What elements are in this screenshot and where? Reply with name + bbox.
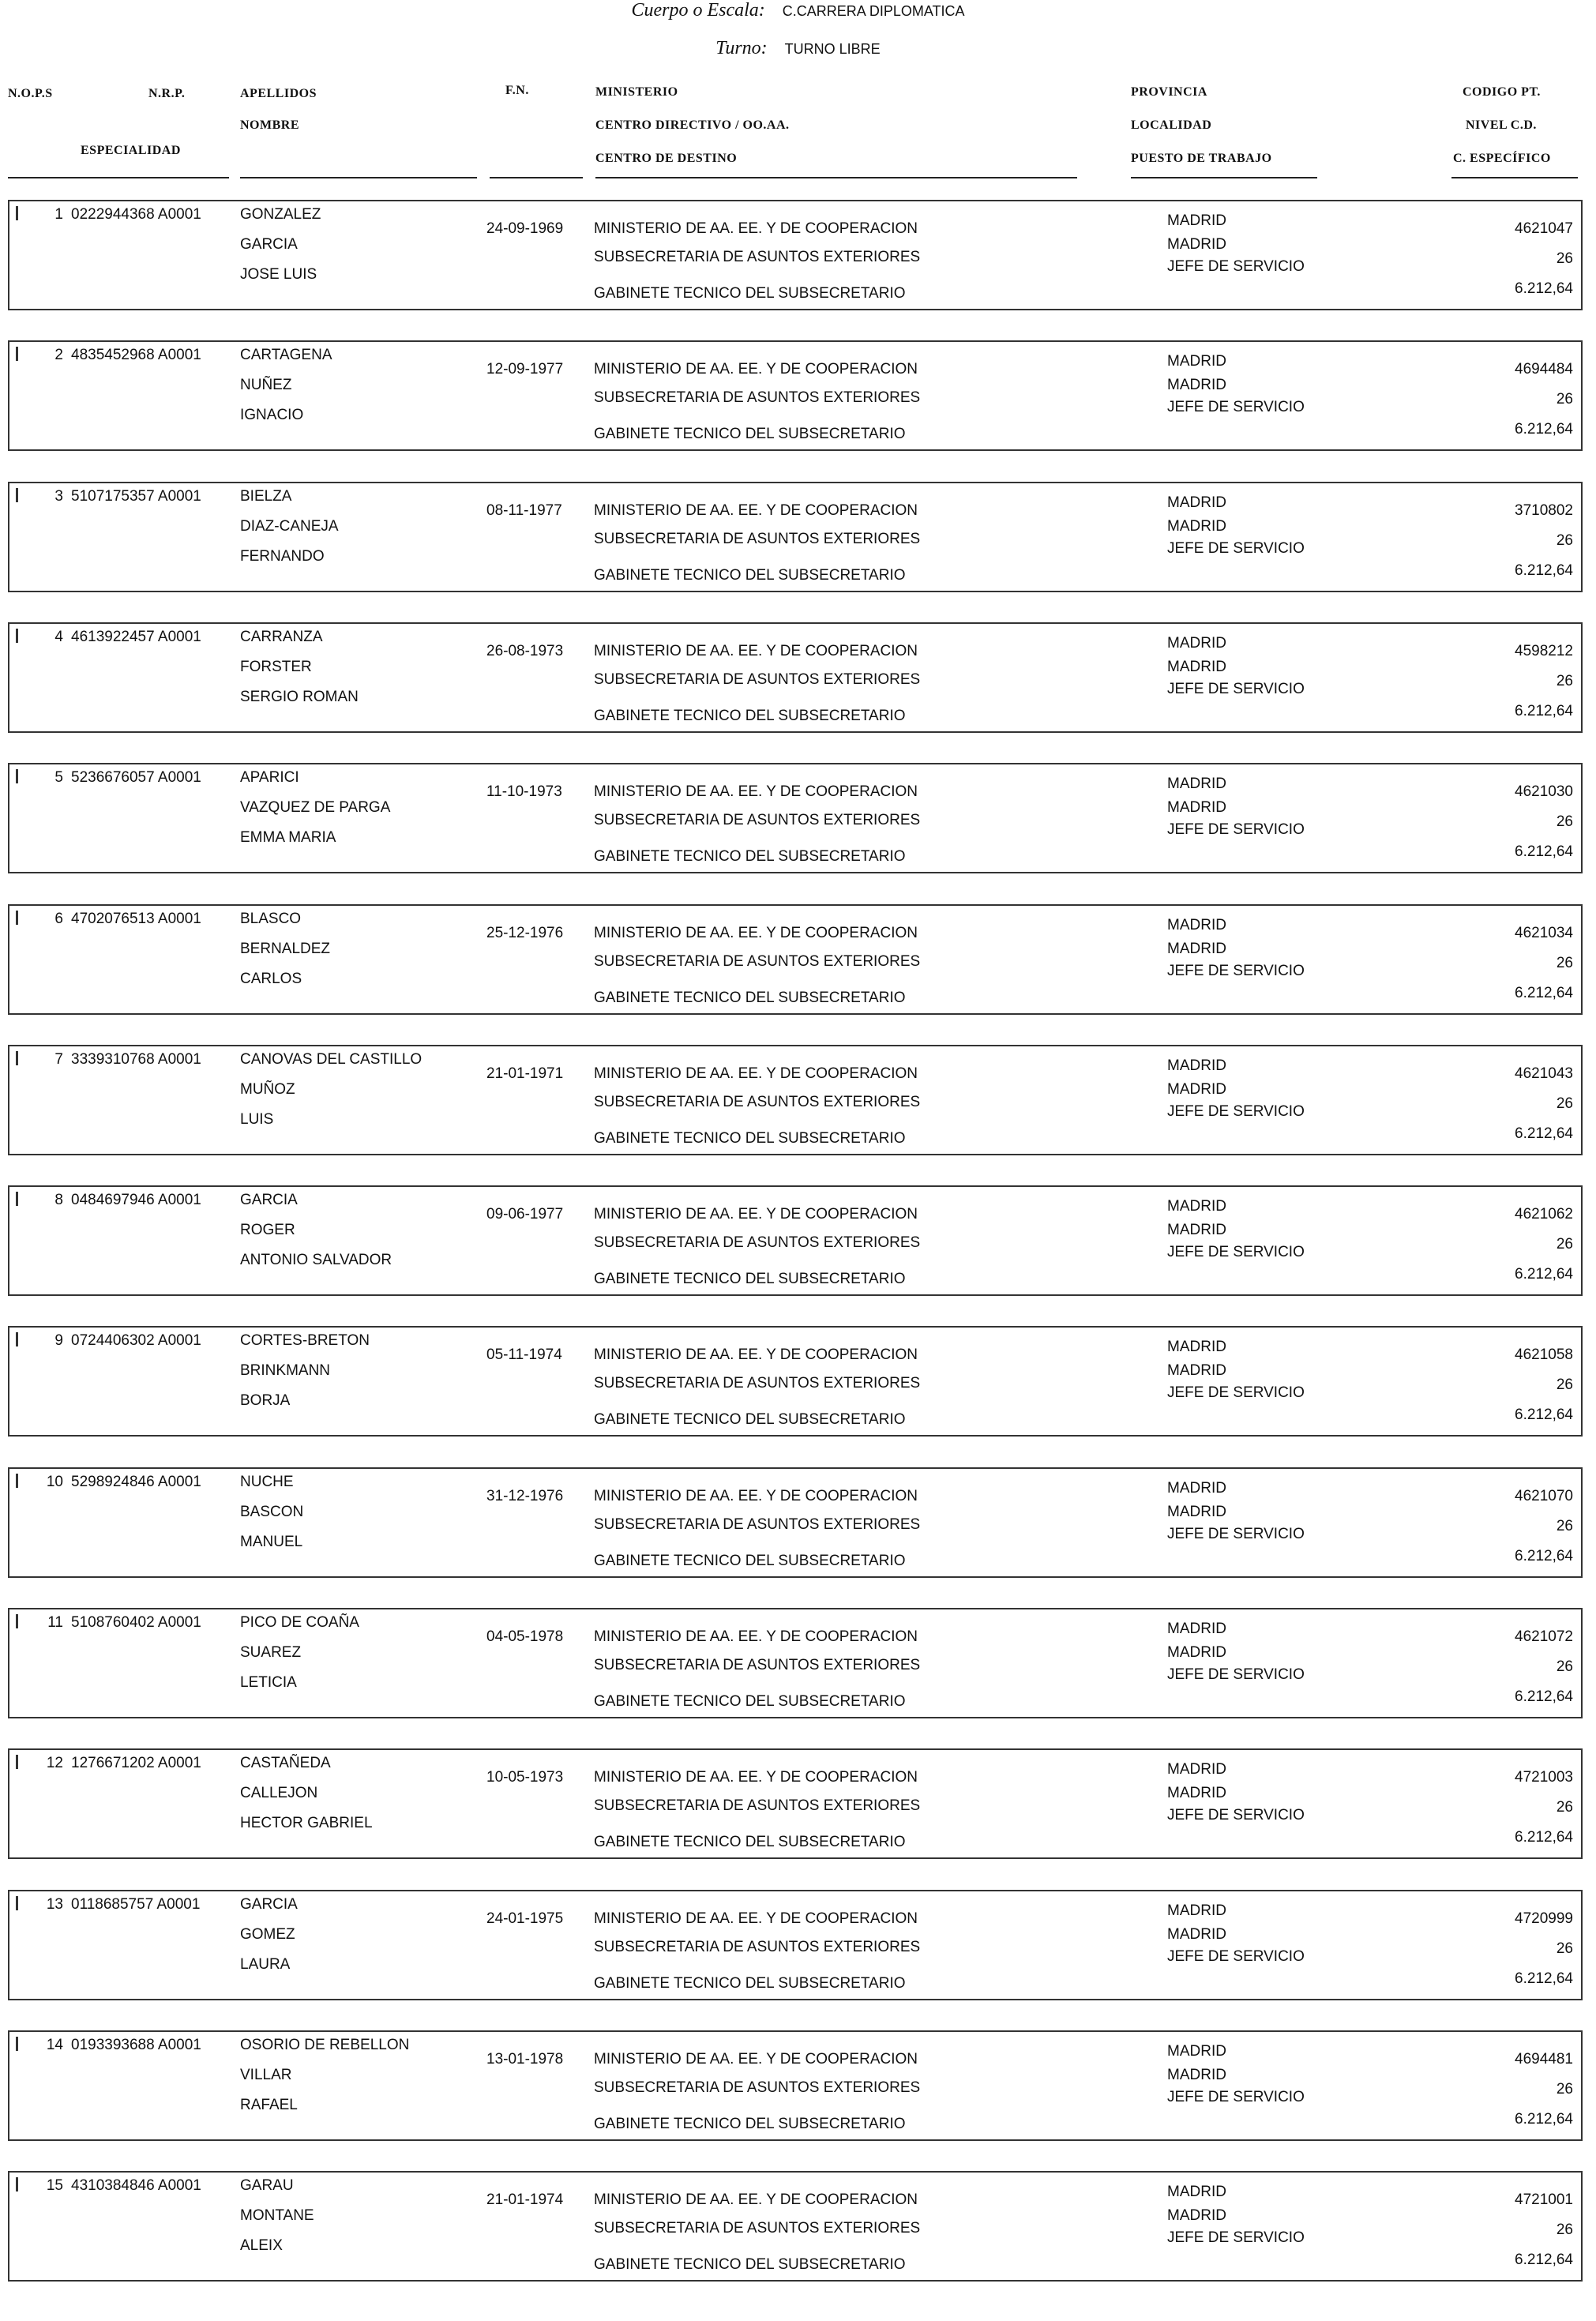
record-ministerio: MINISTERIO DE AA. EE. Y DE COOPERACION: [594, 1346, 918, 1363]
header-rule: [595, 177, 1077, 178]
record-apellido-1: NUCHE: [240, 1474, 294, 1490]
record-nrp: 4613922457 A0001: [71, 629, 201, 645]
record-apellido-2: BERNALDEZ: [240, 941, 331, 957]
record-apellido-1: GONZALEZ: [240, 206, 321, 223]
record-apellido-1: BLASCO: [240, 911, 302, 927]
record-provincia: MADRID: [1167, 776, 1226, 792]
turno-label: Turno:: [715, 38, 768, 58]
record-centro-destino: GABINETE TECNICO DEL SUBSECRETARIO: [594, 426, 906, 442]
record-block: [8, 1608, 1583, 1718]
record-fecha-nacimiento: 12-09-1977: [486, 361, 564, 377]
record-provincia: MADRID: [1167, 1621, 1226, 1637]
record-apellido-2: GARCIA: [240, 236, 298, 253]
record-codigo: 4694481: [1515, 2051, 1573, 2067]
record-fecha-nacimiento: 21-01-1971: [486, 1065, 564, 1082]
record-ministerio: MINISTERIO DE AA. EE. Y DE COOPERACION: [594, 220, 918, 237]
col-centro-destino: CENTRO DE DESTINO: [595, 152, 738, 165]
record-centro-destino: GABINETE TECNICO DEL SUBSECRETARIO: [594, 708, 906, 724]
record-nrp: 0193393688 A0001: [71, 2037, 201, 2053]
record-apellido-1: GARAU: [240, 2177, 294, 2194]
record-nombre: ALEIX: [240, 2237, 283, 2254]
record-nivel: 26: [1556, 1940, 1573, 1957]
turno-line: [0, 38, 1596, 59]
record-provincia: MADRID: [1167, 1198, 1226, 1215]
record-fecha-nacimiento: 08-11-1977: [486, 502, 562, 519]
record-nombre: LUIS: [240, 1111, 274, 1128]
record-fecha-nacimiento: 24-01-1975: [486, 1910, 564, 1927]
record-puesto: JEFE DE SERVICIO: [1167, 2089, 1305, 2105]
record-nombre: RAFAEL: [240, 2097, 298, 2113]
record-block: [8, 904, 1583, 1015]
record-nivel: 26: [1556, 813, 1573, 830]
header-rule: [490, 177, 583, 178]
col-apellidos: APELLIDOS: [240, 87, 317, 100]
record-nivel: 26: [1556, 2081, 1573, 2098]
record-nivel: 26: [1556, 1658, 1573, 1675]
record-centro-directivo: SUBSECRETARIA DE ASUNTOS EXTERIORES: [594, 1939, 921, 1955]
record-nombre: MANUEL: [240, 1534, 303, 1550]
record-block: [8, 1326, 1583, 1437]
record-codigo: 4598212: [1515, 643, 1573, 659]
record-puesto: JEFE DE SERVICIO: [1167, 1807, 1305, 1823]
record-localidad: MADRID: [1167, 236, 1226, 253]
record-apellido-1: BIELZA: [240, 488, 292, 505]
record-localidad: MADRID: [1167, 2067, 1226, 2083]
record-provincia: MADRID: [1167, 1902, 1226, 1919]
record-nivel: 26: [1556, 2221, 1573, 2238]
record-ministerio: MINISTERIO DE AA. EE. Y DE COOPERACION: [594, 2051, 918, 2067]
cuerpo-line: [0, 0, 1596, 21]
record-codigo: 4621058: [1515, 1346, 1573, 1363]
record-centro-destino: GABINETE TECNICO DEL SUBSECRETARIO: [594, 1411, 906, 1428]
record-puesto: JEFE DE SERVICIO: [1167, 1526, 1305, 1542]
record-ministerio: MINISTERIO DE AA. EE. Y DE COOPERACION: [594, 1065, 918, 1082]
record-apellido-2: VILLAR: [240, 2067, 292, 2083]
record-nrp: 4310384846 A0001: [71, 2177, 201, 2194]
record-block: [8, 482, 1583, 592]
record-nrp: 1276671202 A0001: [71, 1755, 201, 1771]
record-localidad: MADRID: [1167, 1504, 1226, 1520]
record-apellido-2: SUAREZ: [240, 1644, 302, 1661]
record-nombre: LAURA: [240, 1956, 291, 1973]
record-apellido-1: CARRANZA: [240, 629, 323, 645]
record-apellido-2: GOMEZ: [240, 1926, 295, 1943]
record-localidad: MADRID: [1167, 377, 1226, 393]
record-localidad: MADRID: [1167, 1362, 1226, 1379]
record-codigo: 4721003: [1515, 1769, 1573, 1786]
record-especifico: 6.212,64: [1515, 1688, 1573, 1705]
record-nrp: 0118685757 A0001: [71, 1896, 201, 1913]
record-apellido-2: BASCON: [240, 1504, 304, 1520]
record-nivel: 26: [1556, 1518, 1573, 1534]
record-apellido-2: MUÑOZ: [240, 1081, 295, 1098]
record-apellido-2: FORSTER: [240, 659, 312, 675]
record-nivel: 26: [1556, 532, 1573, 549]
record-centro-directivo: SUBSECRETARIA DE ASUNTOS EXTERIORES: [594, 1516, 921, 1533]
record-centro-directivo: SUBSECRETARIA DE ASUNTOS EXTERIORES: [594, 2079, 921, 2096]
record-number: 4: [54, 629, 63, 645]
record-centro-directivo: SUBSECRETARIA DE ASUNTOS EXTERIORES: [594, 1234, 921, 1251]
record-block: [8, 1045, 1583, 1155]
record-especifico: 6.212,64: [1515, 2252, 1573, 2268]
record-centro-directivo: SUBSECRETARIA DE ASUNTOS EXTERIORES: [594, 531, 921, 547]
record-apellido-1: GARCIA: [240, 1192, 298, 1208]
record-nivel: 26: [1556, 391, 1573, 407]
col-nivel: NIVEL C.D.: [1466, 118, 1537, 132]
record-nrp: 5298924846 A0001: [71, 1474, 201, 1490]
record-provincia: MADRID: [1167, 917, 1226, 933]
record-apellido-1: PICO DE COAÑA: [240, 1614, 359, 1631]
record-especifico: 6.212,64: [1515, 1970, 1573, 1987]
record-number: 5: [54, 769, 63, 786]
record-fecha-nacimiento: 25-12-1976: [486, 925, 564, 941]
record-centro-destino: GABINETE TECNICO DEL SUBSECRETARIO: [594, 990, 906, 1006]
col-centro-directivo: CENTRO DIRECTIVO / OO.AA.: [595, 118, 790, 132]
record-fecha-nacimiento: 13-01-1978: [486, 2051, 564, 2067]
record-nivel: 26: [1556, 1095, 1573, 1112]
record-provincia: MADRID: [1167, 635, 1226, 652]
record-especifico: 6.212,64: [1515, 1125, 1573, 1142]
record-block: [8, 1748, 1583, 1859]
record-nivel: 26: [1556, 1376, 1573, 1393]
record-nivel: 26: [1556, 673, 1573, 689]
record-especifico: 6.212,64: [1515, 703, 1573, 719]
record-block: [8, 622, 1583, 733]
record-ministerio: MINISTERIO DE AA. EE. Y DE COOPERACION: [594, 361, 918, 377]
col-codigo: CODIGO PT.: [1463, 85, 1541, 99]
record-number: 2: [54, 347, 63, 363]
col-especialidad: ESPECIALIDAD: [81, 144, 181, 157]
record-especifico: 6.212,64: [1515, 280, 1573, 297]
turno-value: TURNO LIBRE: [784, 41, 881, 57]
record-centro-destino: GABINETE TECNICO DEL SUBSECRETARIO: [594, 2116, 906, 2132]
record-nombre: ANTONIO SALVADOR: [240, 1252, 392, 1268]
record-centro-destino: GABINETE TECNICO DEL SUBSECRETARIO: [594, 1975, 906, 1992]
col-localidad: LOCALIDAD: [1131, 118, 1212, 132]
record-centro-directivo: SUBSECRETARIA DE ASUNTOS EXTERIORES: [594, 2220, 921, 2236]
record-puesto: JEFE DE SERVICIO: [1167, 258, 1305, 275]
record-apellido-1: OSORIO DE REBELLON: [240, 2037, 410, 2053]
record-number: 11: [47, 1614, 63, 1631]
record-fecha-nacimiento: 09-06-1977: [486, 1206, 564, 1222]
record-localidad: MADRID: [1167, 941, 1226, 957]
record-fecha-nacimiento: 26-08-1973: [486, 643, 564, 659]
record-ministerio: MINISTERIO DE AA. EE. Y DE COOPERACION: [594, 925, 918, 941]
record-centro-destino: GABINETE TECNICO DEL SUBSECRETARIO: [594, 1693, 906, 1710]
record-ministerio: MINISTERIO DE AA. EE. Y DE COOPERACION: [594, 2191, 918, 2208]
record-codigo: 4621034: [1515, 925, 1573, 941]
record-centro-directivo: SUBSECRETARIA DE ASUNTOS EXTERIORES: [594, 1797, 921, 1814]
record-provincia: MADRID: [1167, 2043, 1226, 2060]
record-provincia: MADRID: [1167, 1339, 1226, 1355]
record-centro-destino: GABINETE TECNICO DEL SUBSECRETARIO: [594, 848, 906, 865]
record-number: 13: [46, 1896, 63, 1913]
record-apellido-2: ROGER: [240, 1222, 295, 1238]
record-nrp: 5107175357 A0001: [71, 488, 201, 505]
record-nivel: 26: [1556, 955, 1573, 971]
record-provincia: MADRID: [1167, 1057, 1226, 1074]
record-number: 15: [46, 2177, 63, 2194]
record-especifico: 6.212,64: [1515, 562, 1573, 579]
record-apellido-1: APARICI: [240, 769, 299, 786]
record-puesto: JEFE DE SERVICIO: [1167, 399, 1305, 415]
record-apellido-1: CARTAGENA: [240, 347, 332, 363]
record-localidad: MADRID: [1167, 1785, 1226, 1801]
record-centro-destino: GABINETE TECNICO DEL SUBSECRETARIO: [594, 285, 906, 302]
record-ministerio: MINISTERIO DE AA. EE. Y DE COOPERACION: [594, 1769, 918, 1786]
col-especifico: C. ESPECÍFICO: [1453, 152, 1551, 165]
record-centro-destino: GABINETE TECNICO DEL SUBSECRETARIO: [594, 1271, 906, 1287]
col-puesto: PUESTO DE TRABAJO: [1131, 152, 1272, 165]
record-block: [8, 1890, 1583, 2000]
record-number: 3: [54, 488, 63, 505]
record-centro-directivo: SUBSECRETARIA DE ASUNTOS EXTERIORES: [594, 1657, 921, 1673]
record-puesto: JEFE DE SERVICIO: [1167, 1103, 1305, 1120]
record-provincia: MADRID: [1167, 353, 1226, 370]
header-rule: [8, 177, 229, 178]
record-nrp: 0484697946 A0001: [71, 1192, 201, 1208]
col-nrp: N.R.P.: [148, 87, 186, 100]
record-nombre: EMMA MARIA: [240, 829, 336, 846]
record-apellido-1: CASTAÑEDA: [240, 1755, 331, 1771]
record-centro-directivo: SUBSECRETARIA DE ASUNTOS EXTERIORES: [594, 671, 921, 688]
record-localidad: MADRID: [1167, 1926, 1226, 1943]
record-especifico: 6.212,64: [1515, 2111, 1573, 2128]
cuerpo-label: Cuerpo o Escala:: [631, 0, 765, 21]
record-localidad: MADRID: [1167, 1222, 1226, 1238]
record-apellido-2: VAZQUEZ DE PARGA: [240, 799, 391, 816]
header-rule: [240, 177, 477, 178]
col-fn: F.N.: [505, 84, 529, 97]
col-ministerio: MINISTERIO: [595, 85, 678, 99]
record-nrp: 0222944368 A0001: [71, 206, 201, 223]
record-codigo: 4621043: [1515, 1065, 1573, 1082]
record-centro-directivo: SUBSECRETARIA DE ASUNTOS EXTERIORES: [594, 249, 921, 265]
record-nivel: 26: [1556, 1236, 1573, 1253]
record-centro-directivo: SUBSECRETARIA DE ASUNTOS EXTERIORES: [594, 1375, 921, 1391]
record-ministerio: MINISTERIO DE AA. EE. Y DE COOPERACION: [594, 1206, 918, 1222]
record-nombre: IGNACIO: [240, 407, 304, 423]
record-apellido-2: NUÑEZ: [240, 377, 292, 393]
record-block: [8, 763, 1583, 873]
record-codigo: 4721001: [1515, 2191, 1573, 2208]
record-localidad: MADRID: [1167, 1644, 1226, 1661]
record-fecha-nacimiento: 10-05-1973: [486, 1769, 564, 1786]
record-number: 9: [54, 1332, 63, 1349]
record-especifico: 6.212,64: [1515, 985, 1573, 1001]
record-especifico: 6.212,64: [1515, 1406, 1573, 1423]
record-nivel: 26: [1556, 1799, 1573, 1816]
record-nombre: SERGIO ROMAN: [240, 689, 359, 705]
record-provincia: MADRID: [1167, 494, 1226, 511]
record-nrp: 0724406302 A0001: [71, 1332, 201, 1349]
record-block: [8, 200, 1583, 310]
record-apellido-2: CALLEJON: [240, 1785, 318, 1801]
record-localidad: MADRID: [1167, 1081, 1226, 1098]
record-puesto: JEFE DE SERVICIO: [1167, 540, 1305, 557]
col-nombre: NOMBRE: [240, 118, 299, 132]
record-number: 6: [54, 911, 63, 927]
record-centro-destino: GABINETE TECNICO DEL SUBSECRETARIO: [594, 2256, 906, 2273]
record-codigo: 4621070: [1515, 1488, 1573, 1504]
record-fecha-nacimiento: 11-10-1973: [486, 783, 562, 800]
record-localidad: MADRID: [1167, 2207, 1226, 2224]
record-centro-destino: GABINETE TECNICO DEL SUBSECRETARIO: [594, 1834, 906, 1850]
record-ministerio: MINISTERIO DE AA. EE. Y DE COOPERACION: [594, 643, 918, 659]
record-block: [8, 1185, 1583, 1296]
record-fecha-nacimiento: 24-09-1969: [486, 220, 564, 237]
record-fecha-nacimiento: 05-11-1974: [486, 1346, 562, 1363]
record-codigo: 3710802: [1515, 502, 1573, 519]
record-centro-destino: GABINETE TECNICO DEL SUBSECRETARIO: [594, 1130, 906, 1147]
record-puesto: JEFE DE SERVICIO: [1167, 681, 1305, 697]
record-number: 8: [54, 1192, 63, 1208]
record-especifico: 6.212,64: [1515, 1548, 1573, 1564]
record-provincia: MADRID: [1167, 1761, 1226, 1778]
record-especifico: 6.212,64: [1515, 1829, 1573, 1846]
col-nops: N.O.P.S: [8, 87, 53, 100]
record-fecha-nacimiento: 21-01-1974: [486, 2191, 564, 2208]
record-puesto: JEFE DE SERVICIO: [1167, 1384, 1305, 1401]
record-centro-destino: GABINETE TECNICO DEL SUBSECRETARIO: [594, 1553, 906, 1569]
record-nrp: 4835452968 A0001: [71, 347, 201, 363]
record-codigo: 4621062: [1515, 1206, 1573, 1222]
record-especifico: 6.212,64: [1515, 843, 1573, 860]
record-nrp: 4702076513 A0001: [71, 911, 201, 927]
cuerpo-value: C.CARRERA DIPLOMATICA: [782, 3, 965, 19]
record-ministerio: MINISTERIO DE AA. EE. Y DE COOPERACION: [594, 1488, 918, 1504]
record-puesto: JEFE DE SERVICIO: [1167, 821, 1305, 838]
record-block: [8, 2030, 1583, 2141]
record-fecha-nacimiento: 04-05-1978: [486, 1628, 564, 1645]
record-apellido-2: DIAZ-CANEJA: [240, 518, 339, 535]
record-nrp: 3339310768 A0001: [71, 1051, 201, 1068]
record-especifico: 6.212,64: [1515, 421, 1573, 438]
record-ministerio: MINISTERIO DE AA. EE. Y DE COOPERACION: [594, 783, 918, 800]
record-ministerio: MINISTERIO DE AA. EE. Y DE COOPERACION: [594, 1910, 918, 1927]
record-nombre: BORJA: [240, 1392, 291, 1409]
record-puesto: JEFE DE SERVICIO: [1167, 1666, 1305, 1683]
record-nombre: CARLOS: [240, 971, 302, 987]
record-nrp: 5108760402 A0001: [71, 1614, 201, 1631]
record-especifico: 6.212,64: [1515, 1266, 1573, 1283]
record-provincia: MADRID: [1167, 1480, 1226, 1497]
record-centro-directivo: SUBSECRETARIA DE ASUNTOS EXTERIORES: [594, 1094, 921, 1110]
record-centro-directivo: SUBSECRETARIA DE ASUNTOS EXTERIORES: [594, 389, 921, 406]
record-codigo: 4720999: [1515, 1910, 1573, 1927]
record-codigo: 4621072: [1515, 1628, 1573, 1645]
col-provincia: PROVINCIA: [1131, 85, 1207, 99]
record-puesto: JEFE DE SERVICIO: [1167, 1948, 1305, 1965]
record-number: 12: [46, 1755, 63, 1771]
record-block: [8, 1467, 1583, 1578]
record-ministerio: MINISTERIO DE AA. EE. Y DE COOPERACION: [594, 1628, 918, 1645]
record-fecha-nacimiento: 31-12-1976: [486, 1488, 564, 1504]
record-nombre: JOSE LUIS: [240, 266, 317, 283]
record-centro-directivo: SUBSECRETARIA DE ASUNTOS EXTERIORES: [594, 953, 921, 970]
record-codigo: 4694484: [1515, 361, 1573, 377]
record-nombre: LETICIA: [240, 1674, 297, 1691]
record-ministerio: MINISTERIO DE AA. EE. Y DE COOPERACION: [594, 502, 918, 519]
record-puesto: JEFE DE SERVICIO: [1167, 963, 1305, 979]
record-localidad: MADRID: [1167, 799, 1226, 816]
record-nombre: FERNANDO: [240, 548, 325, 565]
record-nombre: HECTOR GABRIEL: [240, 1815, 373, 1831]
record-apellido-1: CORTES-BRETON: [240, 1332, 370, 1349]
record-centro-destino: GABINETE TECNICO DEL SUBSECRETARIO: [594, 567, 906, 584]
record-centro-directivo: SUBSECRETARIA DE ASUNTOS EXTERIORES: [594, 812, 921, 828]
record-block: [8, 2171, 1583, 2282]
record-localidad: MADRID: [1167, 659, 1226, 675]
header-rule: [1451, 177, 1578, 178]
record-nrp: 5236676057 A0001: [71, 769, 201, 786]
record-number: 10: [46, 1474, 63, 1490]
record-codigo: 4621047: [1515, 220, 1573, 237]
record-number: 1: [54, 206, 63, 223]
record-apellido-2: BRINKMANN: [240, 1362, 331, 1379]
record-nivel: 26: [1556, 250, 1573, 267]
record-number: 7: [54, 1051, 63, 1068]
record-localidad: MADRID: [1167, 518, 1226, 535]
record-block: [8, 340, 1583, 451]
record-apellido-1: CANOVAS DEL CASTILLO: [240, 1051, 422, 1068]
record-puesto: JEFE DE SERVICIO: [1167, 1244, 1305, 1260]
record-puesto: JEFE DE SERVICIO: [1167, 2229, 1305, 2246]
record-apellido-2: MONTANE: [240, 2207, 314, 2224]
record-provincia: MADRID: [1167, 2184, 1226, 2200]
record-codigo: 4621030: [1515, 783, 1573, 800]
record-number: 14: [46, 2037, 63, 2053]
header-rule: [1131, 177, 1317, 178]
record-provincia: MADRID: [1167, 212, 1226, 229]
record-apellido-1: GARCIA: [240, 1896, 298, 1913]
